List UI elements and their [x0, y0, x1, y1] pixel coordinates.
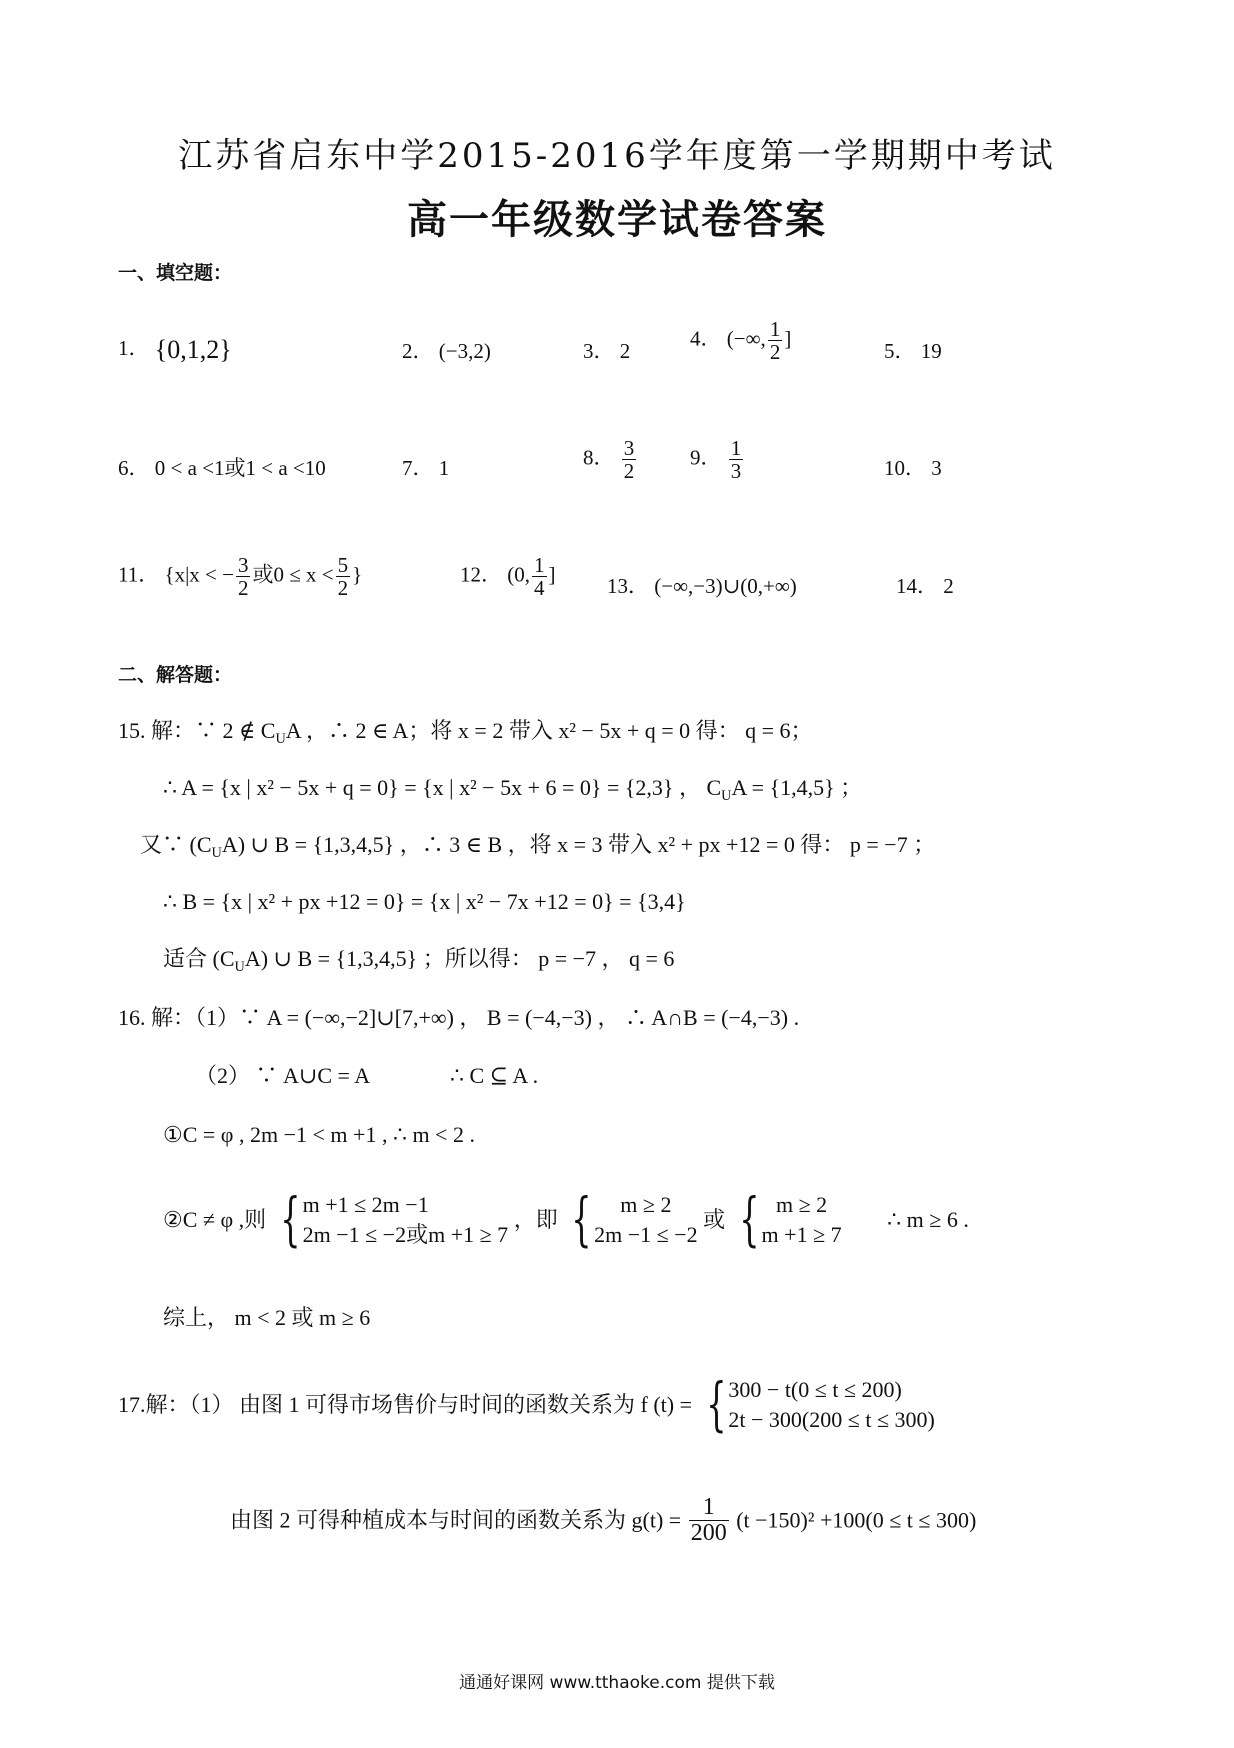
p15-line-5: 适合 $(C_UA)$ ∪ B = {1,3,4,5} ；所以得： p = −7 ， q = 6 — [163, 946, 675, 975]
answer-1: 1． {0,1,2} — [118, 335, 232, 365]
answer-4: 4． (−∞, $\frac{1}{2}$ ] — [690, 317, 792, 365]
p15-line-3: 又∵ $(C_UA)$ ∪ B = {1,3,4,5} ，∴ 3 ∈ B ，将 x = 3 带入 x² + px +12 = 0 得： p = −7 ； — [140, 832, 936, 861]
fraction: $\frac{1}{4}$ — [534, 553, 545, 601]
brace-glyph: { — [705, 1370, 727, 1438]
p17-line-1: 17.解：（1） 由图 1 可得市场售价与时间的函数关系为 f (t) = { 300 − t(0 ≤ t ≤ 200) 2t − 300(200 ≤ t ≤ 300) — [118, 1370, 935, 1438]
answer-6: 6． 0 < a <1或1 < a <10 — [118, 456, 326, 480]
fraction: $\frac{1}{2}$ — [769, 317, 781, 365]
brace-glyph: { — [571, 1185, 592, 1253]
system-2: { m ≥ 2 2m −1 ≤ −2 — [571, 1185, 698, 1253]
answer-7: 7． 1 — [402, 456, 450, 480]
answer-14: 14． 2 — [896, 574, 954, 598]
answer-12: 12． (0, $\frac{1}{4}$ ] — [460, 553, 556, 601]
fraction: $\frac{3}{2}$ — [623, 436, 635, 484]
fraction: $\frac{3}{2}$ — [237, 553, 249, 601]
system-1: { m +1 ≤ 2m −1 2m −1 ≤ −2或m +1 ≥ 7 — [279, 1185, 509, 1253]
p16-line-3: ①C = φ , 2m −1 < m +1 , ∴ m < 2 . — [163, 1122, 475, 1147]
answer-5: 5． 19 — [884, 339, 942, 363]
answer-2: 2． (−3,2) — [402, 339, 491, 363]
answer-13: 13． (−∞,−3)∪(0,+∞) — [607, 574, 797, 598]
fraction: $\frac{5}{2}$ — [337, 553, 349, 601]
p16-line-2b: ∴ C ⊆ A . — [450, 1063, 539, 1088]
p15-line-1: 15. 解：∵ 2 ∉ $C_UA$ ，∴ 2 ∈ A；将 x = 2 带入 x² − 5x + q = 0 得： q = 6； — [118, 718, 813, 747]
section-fill-label: 一、填空题： — [118, 262, 233, 284]
answer-9: 9． $\frac{1}{3}$ — [690, 436, 742, 484]
footer-source: 通通好课网 www.tthaoke.com 提供下载 — [459, 1673, 775, 1693]
answer-10: 10． 3 — [884, 456, 942, 480]
section-solve-label: 二、解答题： — [118, 664, 233, 686]
answer-8: 8． $\frac{3}{2}$ — [583, 436, 635, 484]
p16-line-5: 综上， m < 2 或 m ≥ 6 — [163, 1305, 371, 1330]
system-3: { m ≥ 2 m +1 ≥ 7 — [738, 1185, 842, 1253]
answer-3: 3． 2 — [583, 339, 631, 363]
p15-line-4: ∴ B = {x | x² + px +12 = 0} = {x | x² − 7x +12 = 0} = {3,4} — [163, 889, 686, 914]
piecewise-f: { 300 − t(0 ≤ t ≤ 200) 2t − 300(200 ≤ t ≤ 300) — [705, 1370, 935, 1438]
answer-11: 11． {x|x < − $\frac{3}{2}$ 或0 ≤ x < $\frac{5}{2}$ } — [118, 553, 363, 601]
fraction: $\frac{1}{200}$ — [690, 1494, 727, 1547]
p16-line-2a: （2） ∵ A∪C = A — [195, 1063, 371, 1088]
exam-subtitle: 高一年级数学试卷答案 — [407, 197, 827, 243]
brace-glyph: { — [738, 1185, 760, 1253]
p16-line-4: ②C ≠ φ ,则 { m +1 ≤ 2m −1 2m −1 ≤ −2或m +1 ≥ 7 ，即 { m ≥ 2 2m −1 ≤ −2 或 { m ≥ 2 m +1 ≥ 7 ∴ m ≥ 6 . — [163, 1185, 969, 1253]
brace-glyph: { — [279, 1185, 301, 1253]
exam-title: 江苏省启东中学2015-2016学年度第一学期期中考试 — [178, 136, 1056, 176]
p16-line-1: 16. 解：（1）∵ A = (−∞,−2]∪[7,+∞) ， B = (−4,−3) ， ∴ A∩B = (−4,−3) . — [118, 1005, 800, 1030]
p15-line-2: ∴ A = {x | x² − 5x + q = 0} = {x | x² − 5x + 6 = 0} = {2,3} ， $C_UA = \{1,4,5\}$ ； — [163, 775, 863, 804]
fraction: $\frac{1}{3}$ — [730, 436, 742, 484]
p17-line-2: 由图 2 可得种植成本与时间的函数关系为 g(t) = $\frac{1}{200}$ (t −150)² +100(0 ≤ t ≤ 300) — [230, 1494, 977, 1547]
